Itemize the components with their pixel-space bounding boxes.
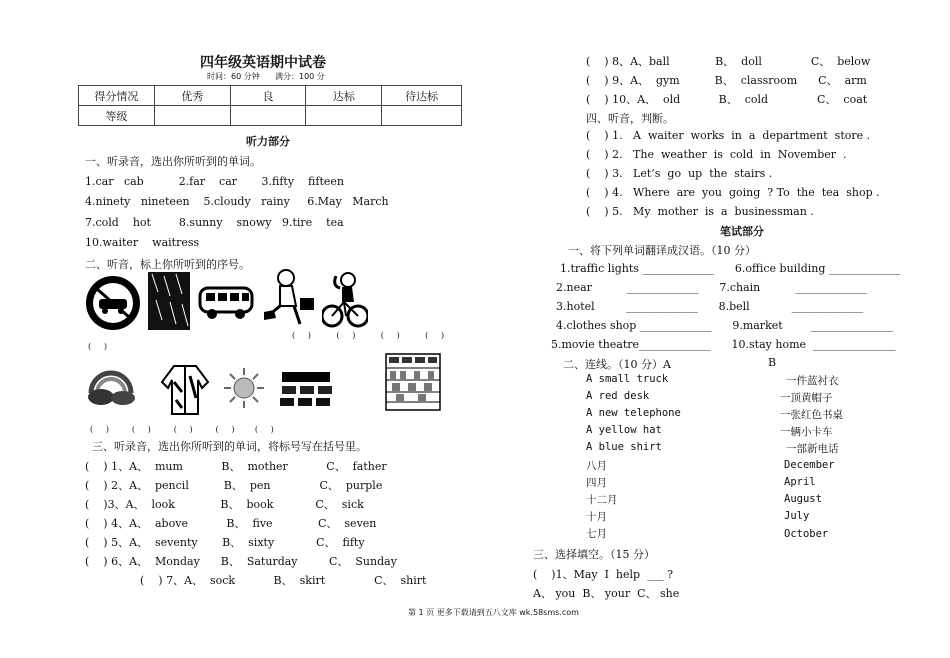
grade-cell: 等级: [79, 106, 155, 126]
column-label: B: [768, 356, 777, 369]
jacket-picture: [160, 362, 210, 417]
word-line: 7.cold hot 8.sunny snowy 9.tire tea: [85, 216, 344, 229]
grade-cell: [306, 106, 382, 126]
grade-cell: 良: [230, 86, 306, 106]
choice-question: ( ) 10、A、 old B、 cold C、 coat: [586, 93, 868, 106]
judge-question: ( ) 1. A waiter works in a department store .: [586, 129, 871, 142]
match-right-item: July: [784, 510, 810, 522]
shop-shelf-picture: [384, 352, 442, 412]
match-right-item: 一顶黄帽子: [780, 392, 833, 404]
running-man-picture: [260, 268, 318, 330]
no-car-sign-picture: [85, 275, 141, 331]
section-title: 二、听音，标上你所听到的序号。: [85, 258, 250, 271]
choice-question: ( ) 4、A、 above B、 five C、 seven: [85, 517, 377, 530]
choice-question: ( ) 2、A、 pencil B、 pen C、 purple: [85, 479, 383, 492]
match-left-item: A red desk: [586, 390, 650, 402]
cyclist-picture: [322, 272, 368, 330]
match-right-item: August: [784, 493, 822, 505]
word-line: 1.car cab 2.far car 3.fifty fifteen: [85, 175, 344, 188]
exam-meta: 时间：60 分钟 满分：100 分: [207, 72, 325, 81]
choice-question: ( )3、A、 look B、 book C、 sick: [85, 498, 364, 511]
section-title: 四、听音，判断。: [586, 112, 674, 125]
match-right-item: December: [784, 459, 835, 471]
match-left-item: A yellow hat: [586, 424, 662, 436]
answer-parens: ( ): [88, 342, 107, 351]
word-line: 10.waiter waitress: [85, 236, 200, 249]
choice-question: ( ) 9、A、 gym B、 classroom C、 arm: [586, 74, 867, 87]
fill-question: ( )1、May I help ___ ?: [533, 568, 673, 581]
match-right-item: 一张红色书桌: [780, 409, 843, 421]
section-title: 三、选择填空。（15 分）: [533, 548, 655, 561]
translate-item: 5.movie theatre_____________ 10.stay home _______________: [551, 338, 896, 351]
translate-item: 4.clothes shop _____________ 9.market _______________: [556, 319, 894, 332]
classroom-desks-picture: [278, 370, 334, 410]
match-right-item: 一件蓝衬衣: [786, 375, 839, 387]
bus-picture: [198, 284, 256, 322]
choice-question: ( ) 5、A、 seventy B、 sixty C、 fifty: [85, 536, 365, 549]
match-left-item: 十二月: [586, 494, 618, 506]
written-heading: 笔试部分: [720, 225, 764, 238]
judge-question: ( ) 5. My mother is a businessman .: [586, 205, 814, 218]
section-title: 一、听录音，选出你所听到的单词。: [85, 155, 261, 168]
match-left-item: 八月: [586, 460, 607, 472]
match-right-item: 一辆小卡车: [780, 426, 833, 438]
translate-item: 2.near _____________ 7.chain _____________: [556, 281, 867, 294]
grade-cell: 优秀: [154, 86, 230, 106]
judge-question: ( ) 3. Let’s go up the stairs .: [586, 167, 773, 180]
section-title: 一、将下列单词翻译成汉语。（10 分）: [568, 244, 756, 257]
translate-item: 3.hotel _____________ 8.bell _____________: [556, 300, 864, 313]
match-left-item: 七月: [586, 528, 607, 540]
grade-cell: [382, 106, 462, 126]
word-line: 4.ninety nineteen 5.cloudy rainy 6.May March: [85, 195, 389, 208]
listening-heading: 听力部分: [246, 135, 290, 148]
page-title: 四年级英语期中试卷: [200, 55, 326, 71]
answer-parens: ( ) ( ) ( ) ( ) ( ): [90, 425, 274, 434]
answer-parens: ( ) ( ) ( ) ( ): [292, 331, 445, 340]
section-title: 三、听录音，选出你所听到的单词，将标号写在括号里。: [92, 440, 367, 453]
match-left-item: A new telephone: [586, 407, 681, 419]
section-title: 二、连线。（10 分）A: [563, 358, 671, 371]
match-left-item: A blue shirt: [586, 441, 662, 453]
choice-question: ( ) 6、A、 Monday B、 Saturday C、 Sunday: [85, 555, 397, 568]
grade-cell: 待达标: [382, 86, 462, 106]
rain-picture: [148, 272, 190, 330]
fill-options: A、 you B、 your C、 she: [533, 587, 680, 600]
grade-cell: [230, 106, 306, 126]
match-right-item: April: [784, 476, 816, 488]
match-left-item: A small truck: [586, 373, 669, 385]
choice-question: ( ) 7、A、 sock B、 skirt C、 shirt: [140, 574, 427, 587]
rainbow-cloud-picture: [85, 363, 137, 407]
judge-question: ( ) 2. The weather is cold in November .: [586, 148, 847, 161]
page-footer: 第 1 页 更多下载请到五八文库 wk.58sms.com: [408, 608, 579, 617]
match-left-item: 十月: [586, 511, 607, 523]
sun-picture: [222, 366, 266, 410]
grade-table: [78, 85, 462, 126]
judge-question: ( ) 4. Where are you going ? To the tea shop .: [586, 186, 880, 199]
grade-cell: 得分情况: [79, 86, 155, 106]
match-left-item: 四月: [586, 477, 607, 489]
grade-cell: [154, 106, 230, 126]
grade-cell: 达标: [306, 86, 382, 106]
translate-item: 1.traffic lights _____________ 6.office building _____________: [560, 262, 901, 275]
choice-question: ( ) 1、A、 mum B、 mother C、 father: [85, 460, 387, 473]
choice-question: ( ) 8、A、ball B、 doll C、 below: [586, 55, 871, 68]
match-right-item: 一部新电话: [786, 443, 839, 455]
match-right-item: October: [784, 528, 829, 540]
